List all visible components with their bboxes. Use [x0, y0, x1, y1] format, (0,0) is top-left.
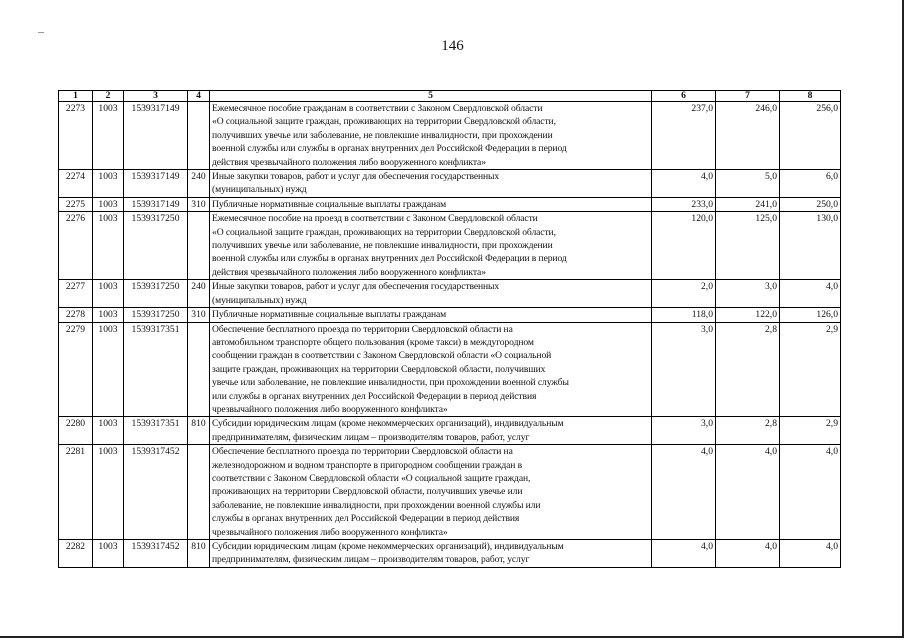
description-line: (муниципальных) нужд	[212, 294, 307, 306]
expense-type-code: 310	[188, 197, 210, 211]
description-line: Субсидии юридическим лицам (кроме некоммерческих организаций), индивидуальным	[212, 418, 564, 430]
description-cell	[210, 280, 652, 308]
table-row	[59, 170, 841, 198]
description-cell	[210, 170, 652, 198]
amount-col-7: 125,0	[716, 212, 780, 280]
description-line: железнодорожном и водном транспорте в пригородном сообщении граждан в	[212, 459, 523, 471]
table-row	[59, 322, 841, 417]
description-line: (муниципальных) нужд	[212, 184, 307, 196]
expense-type-code	[188, 445, 210, 540]
target-article-code: 1539317149	[124, 197, 188, 211]
description-line: действия чрезвычайного положения либо вооруженного конфликта»	[212, 156, 486, 168]
header-cell: 8	[780, 91, 841, 102]
target-article-code: 1539317351	[124, 322, 188, 417]
header-cell: 7	[716, 91, 780, 102]
row-number: 2277	[59, 280, 93, 308]
description-line: Публичные нормативные социальные выплаты гражданам	[212, 198, 447, 210]
description-line: Иные закупки товаров, работ и услуг для обеспечения государственных	[212, 171, 500, 183]
amount-col-7: 241,0	[716, 197, 780, 211]
section-code: 1003	[93, 540, 124, 568]
amount-col-8: 126,0	[780, 308, 841, 322]
row-number: 2278	[59, 308, 93, 322]
section-code: 1003	[93, 170, 124, 198]
description-line: Субсидии юридическим лицам (кроме некоммерческих организаций), индивидуальным	[212, 541, 564, 552]
description-cell	[210, 417, 652, 445]
description-line: или службы в органах внутренних дел Российской Федерации в период действия	[212, 390, 537, 402]
amount-col-6: 4,0	[652, 540, 716, 568]
description-cell	[210, 197, 652, 211]
description-line: военной службы или службы в органах внутренних дел Российской Федерации в период	[212, 253, 567, 265]
description-line: Ежемесячное пособие гражданам в соответствии с Законом Свердловской области	[212, 103, 543, 114]
amount-col-7: 2,8	[716, 417, 780, 445]
description-cell	[210, 212, 652, 280]
section-code: 1003	[93, 102, 124, 170]
row-number: 2276	[59, 212, 93, 280]
description-line: сообщении граждан в соответствии с Законом Свердловской области «О социальной	[212, 350, 552, 362]
header-cell: 6	[652, 91, 716, 102]
amount-col-6: 233,0	[652, 197, 716, 211]
description-line: «О социальной защите граждан, проживающих на территории Свердловской области,	[212, 226, 556, 238]
target-article-code: 1539317452	[124, 445, 188, 540]
amount-col-6: 4,0	[652, 445, 716, 540]
section-code: 1003	[93, 212, 124, 280]
table-body	[59, 102, 841, 568]
scan-mark	[38, 32, 44, 33]
amount-col-8: 2,9	[780, 417, 841, 445]
header-row	[59, 91, 841, 102]
section-code: 1003	[93, 280, 124, 308]
description-line: Публичные нормативные социальные выплаты гражданам	[212, 309, 447, 321]
amount-col-8: 256,0	[780, 102, 841, 170]
table-row	[59, 540, 841, 568]
amount-col-8: 250,0	[780, 197, 841, 211]
row-number: 2275	[59, 197, 93, 211]
amount-col-6: 4,0	[652, 170, 716, 198]
table-row	[59, 102, 841, 170]
section-code: 1003	[93, 322, 124, 417]
description-cell	[210, 322, 652, 417]
amount-col-7: 246,0	[716, 102, 780, 170]
expense-type-code	[188, 322, 210, 417]
amount-col-8: 4,0	[780, 445, 841, 540]
amount-col-6: 3,0	[652, 322, 716, 417]
row-number: 2273	[59, 102, 93, 170]
section-code: 1003	[93, 308, 124, 322]
description-line: Ежемесячное пособие на проезд в соответствии с Законом Свердловской области	[212, 213, 538, 225]
row-number: 2282	[59, 540, 93, 568]
header-cell: 2	[93, 91, 124, 102]
description-cell	[210, 445, 652, 540]
amount-col-7: 3,0	[716, 280, 780, 308]
amount-col-6: 118,0	[652, 308, 716, 322]
description-line: чрезвычайного положения либо вооруженного конфликта»	[212, 403, 448, 415]
table-row	[59, 445, 841, 540]
description-line: предпринимателям, физическим лицам – производителям товаров, работ, услуг	[212, 431, 530, 443]
description-line: Обеспечение бесплатного проезда по территории Свердловской области на	[212, 323, 513, 335]
table-row	[59, 212, 841, 280]
section-code: 1003	[93, 417, 124, 445]
expense-type-code: 310	[188, 308, 210, 322]
expense-type-code: 810	[188, 540, 210, 568]
expense-type-code: 240	[188, 170, 210, 198]
expense-type-code	[188, 212, 210, 280]
description-line: соответствии с Законом Свердловской области «О социальной защите граждан,	[212, 472, 531, 484]
amount-col-6: 120,0	[652, 212, 716, 280]
description-cell	[210, 540, 652, 568]
description-line: чрезвычайного положения либо вооруженного конфликта»	[212, 526, 448, 538]
description-line: получивших увечье или заболевание, не повлекшие инвалидности, при прохождении	[212, 129, 553, 141]
target-article-code: 1539317452	[124, 540, 188, 568]
amount-col-8: 130,0	[780, 212, 841, 280]
description-line: службы в органах внутренних дел Российской Федерации в период действия	[212, 513, 520, 525]
target-article-code: 1539317149	[124, 102, 188, 170]
header-cell: 4	[188, 91, 210, 102]
expense-type-code	[188, 102, 210, 170]
amount-col-6: 2,0	[652, 280, 716, 308]
page-number: 146	[441, 38, 464, 54]
expense-type-code: 810	[188, 417, 210, 445]
row-number: 2279	[59, 322, 93, 417]
amount-col-6: 3,0	[652, 417, 716, 445]
description-line: «О социальной защите граждан, проживающих на территории Свердловской области,	[212, 116, 556, 128]
description-line: Иные закупки товаров, работ и услуг для обеспечения государственных	[212, 281, 500, 293]
amount-col-7: 4,0	[716, 445, 780, 540]
header-cell: 1	[59, 91, 93, 102]
description-line: получивших увечье или заболевание, не повлекшие инвалидности, при прохождении	[212, 240, 553, 252]
description-cell	[210, 308, 652, 322]
description-line: Обеспечение бесплатного проезда по территории Свердловской области на	[212, 446, 513, 458]
description-line: действия чрезвычайного положения либо вооруженного конфликта»	[212, 266, 486, 278]
table-row	[59, 280, 841, 308]
amount-col-8: 4,0	[780, 280, 841, 308]
table-row	[59, 417, 841, 445]
target-article-code: 1539317351	[124, 417, 188, 445]
table-row	[59, 197, 841, 211]
row-number: 2274	[59, 170, 93, 198]
target-article-code: 1539317149	[124, 170, 188, 198]
budget-table	[58, 90, 841, 568]
header-cell: 3	[124, 91, 188, 102]
amount-col-8: 4,0	[780, 540, 841, 568]
amount-col-7: 4,0	[716, 540, 780, 568]
amount-col-7: 122,0	[716, 308, 780, 322]
header-cell: 5	[210, 91, 652, 102]
description-line: увечье или заболевание, не повлекшие инвалидности, при прохождении военной службы	[212, 377, 569, 389]
expense-type-code: 240	[188, 280, 210, 308]
description-cell	[210, 102, 652, 170]
amount-col-7: 2,8	[716, 322, 780, 417]
target-article-code: 1539317250	[124, 280, 188, 308]
target-article-code: 1539317250	[124, 308, 188, 322]
row-number: 2281	[59, 445, 93, 540]
row-number: 2280	[59, 417, 93, 445]
description-line: защите граждан, проживающих на территории Свердловской области, получивших	[212, 363, 546, 375]
section-code: 1003	[93, 445, 124, 540]
amount-col-7: 5,0	[716, 170, 780, 198]
description-line: автомобильном транспорте общего пользования (кроме такси) в междугородном	[212, 336, 534, 348]
description-line: заболевание, не повлекшие инвалидности, при прохождении военной службы или	[212, 499, 541, 511]
description-line: проживающих на территории Свердловской области, получивших увечье или	[212, 486, 523, 498]
amount-col-8: 6,0	[780, 170, 841, 198]
description-line: предпринимателям, физическим лицам – производителям товаров, работ, услуг	[212, 554, 530, 566]
table-row	[59, 308, 841, 322]
description-line: военной службы или службы в органах внутренних дел Российской Федерации в период	[212, 143, 567, 155]
amount-col-8: 2,9	[780, 322, 841, 417]
target-article-code: 1539317250	[124, 212, 188, 280]
section-code: 1003	[93, 197, 124, 211]
amount-col-6: 237,0	[652, 102, 716, 170]
